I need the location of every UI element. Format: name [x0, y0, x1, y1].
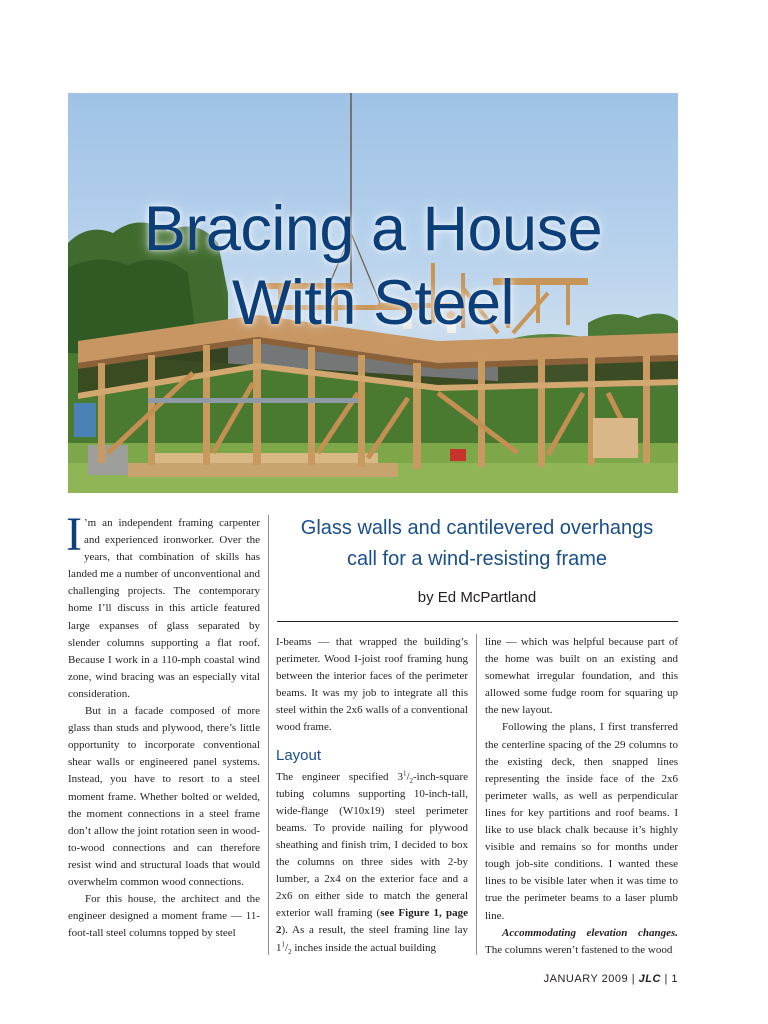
page-number: 1 [671, 973, 678, 985]
article-deck [277, 513, 677, 575]
body-column-3 [485, 634, 678, 959]
body-column-1 [66, 508, 260, 942]
deck-line-1: Glass walls and cantilevered overhangs [300, 517, 654, 539]
byline: by Ed McPartland [417, 589, 537, 606]
figure-reference: see Figure 1, page 2 [276, 907, 468, 937]
paragraph: For this house, the architect and the engineer designed a moment frame — 11-foot-tall steel columns topped by steel [68, 893, 260, 940]
paragraph: The engineer specified $3^1/_2-inch$-square tubing columns supporting 10-inch-tall, wide-flange (W10x19) steel perimeter beams. To provide nailing for plywood sheathing and finish trim, I decided to box the columns on three sides with 2-by lumber, a 2x4 on the exterior face and a 2x6 on either side to match the general exterior wall framing (see Figure 1, page 2). As a result, the steel framing line lay $1^1/_2$ inches inside the actual building [276, 768, 468, 956]
paragraph: Accommodating elevation changes. The columns weren’t fastened to the wood [485, 926, 678, 956]
column-rule-2 [476, 634, 477, 955]
hero-photo [68, 93, 678, 493]
magazine-name: JLC [638, 973, 661, 985]
page-footer: JANUARY 2009 | JLC | 1 [543, 973, 678, 985]
column-rule-1 [268, 515, 269, 955]
run-in-heading: Accommodating elevation changes. [502, 926, 678, 939]
section-heading-layout: Layout [276, 746, 322, 764]
body-column-2 [276, 634, 468, 957]
deck-line-2: call for a wind-resisting frame [346, 548, 608, 570]
issue-date: JANUARY 2009 [543, 973, 629, 985]
paragraph: I ’m an independent framing carpenter and experienced ironworker. Over the years, that combination of skills has landed me a number of unconventional and challenging projects. The contemporary home I’ll discuss in this article featured large expanses of glass separated by slender columns supporting a flat roof. Because I work in a 110-mph coastal wind zone, wind bracing was an especially vital consideration. [66, 508, 260, 700]
paragraph: I-beams — that wrapped the building’s perimeter. Wood I-joist roof framing hung between the interior faces of the perimeter beams. It was my job to integrate all this steel within the 2x6 walls of a conventional wood frame. [276, 636, 468, 734]
paragraph: line — which was helpful because part of the home was built on an existing and somewhat irregular foundation, and this allowed some fudge room for squaring up the new layout. [485, 636, 678, 717]
article-title-line-2: With Steel [231, 268, 515, 338]
deck-divider [277, 621, 678, 622]
article-title-line-1: Bracing a House [143, 194, 603, 264]
paragraph: But in a facade composed of more glass than studs and plywood, there’s little opportunity to incorporate conventional shear walls or engineered panel systems. Instead, you have to resort to a steel moment frame. Whether bolted or welded, the moment connections in a steel frame don’t allow the joint rotation seen in wood-to-wood connections and can therefore resist wind and structural loads that would overwhelm common wood connections. [68, 705, 260, 888]
paragraph: Following the plans, I first transferred the centerline spacing of the 29 columns to the existing deck, then snapped lines representing the inside face of the 2x6 perimeter walls, as well as perpendicular lines for key partitions and roof beams. I like to use black chalk because it’s highly visible and remains so for months under tough job-site conditions. I wanted these lines to be visible later when it was time to true the perimeter beams to a laser plumb line. [485, 721, 678, 922]
drop-cap: I [66, 508, 82, 561]
